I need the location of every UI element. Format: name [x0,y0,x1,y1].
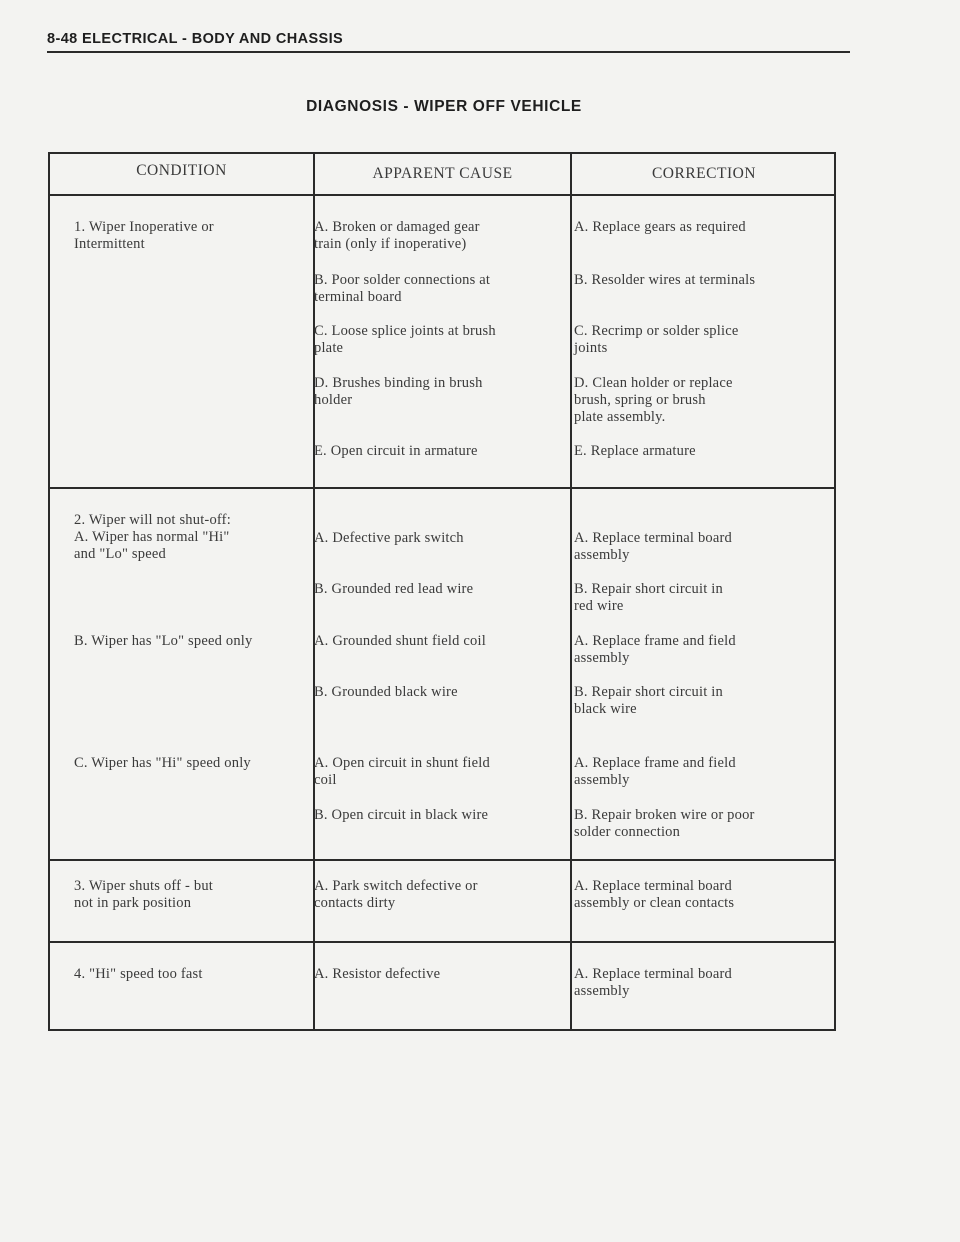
cause-cell: D. Brushes binding in brush holder [314,375,483,408]
cause-cell: B. Grounded black wire [314,684,458,700]
condition-cell: 1. Wiper Inoperative or Intermittent [74,219,214,252]
correction-cell: B. Repair short circuit in red wire [574,581,723,614]
row-divider [50,941,834,943]
correction-cell: A. Replace gears as required [574,219,746,235]
condition-cell: 3. Wiper shuts off - but not in park position [74,878,214,911]
column-header-correction: CORRECTION [651,165,757,182]
diagnosis-table [48,152,836,1031]
cause-cell: A. Broken or damaged gear train (only if inoperative) [314,219,480,252]
correction-cell: A. Replace terminal board assembly or clean contacts [574,878,735,911]
cause-cell: B. Grounded red lead wire [314,581,474,597]
correction-cell: C. Recrimp or solder splice joints [574,323,739,356]
correction-cell: A. Replace terminal board assembly [574,530,732,563]
row-divider [50,487,834,489]
cause-cell: B. Open circuit in black wire [314,807,489,823]
column-divider [570,154,572,1029]
correction-cell: D. Clean holder or replace brush, spring or brush plate assembly. [574,375,733,425]
section-heading: 8-48 ELECTRICAL - BODY AND CHASSIS [47,31,344,47]
column-header-cause: APPARENT CAUSE [372,165,513,182]
cause-cell: A. Resistor defective [314,966,441,982]
condition-cell: C. Wiper has "Hi" speed only [74,755,251,771]
cause-cell: A. Grounded shunt field coil [314,633,486,649]
cause-cell: C. Loose splice joints at brush plate [314,323,496,356]
page-header [47,31,850,53]
row-divider [50,859,834,861]
cause-cell: A. Open circuit in shunt field coil [314,755,490,788]
correction-cell: B. Repair short circuit in black wire [574,684,723,717]
correction-cell: A. Replace frame and field assembly [574,755,736,788]
cause-cell: A. Park switch defective or contacts dirty [314,878,478,911]
cause-cell: E. Open circuit in armature [314,443,478,459]
correction-cell: A. Replace frame and field assembly [574,633,736,666]
correction-cell: E. Replace armature [574,443,696,459]
cause-cell: A. Defective park switch [314,530,464,546]
condition-cell: 2. Wiper will not shut-off: A. Wiper has normal "Hi" and "Lo" speed [74,512,231,562]
correction-cell: B. Repair broken wire or poor solder connection [574,807,755,840]
correction-cell: B. Resolder wires at terminals [574,272,756,288]
page-title: DIAGNOSIS - WIPER OFF VEHICLE [306,98,582,115]
column-header-condition: CONDITION [136,162,227,179]
condition-cell: 4. "Hi" speed too fast [74,966,203,982]
condition-cell: B. Wiper has "Lo" speed only [74,633,253,649]
cause-cell: B. Poor solder connections at terminal board [314,272,491,305]
header-divider [50,194,834,196]
correction-cell: A. Replace terminal board assembly [574,966,732,999]
